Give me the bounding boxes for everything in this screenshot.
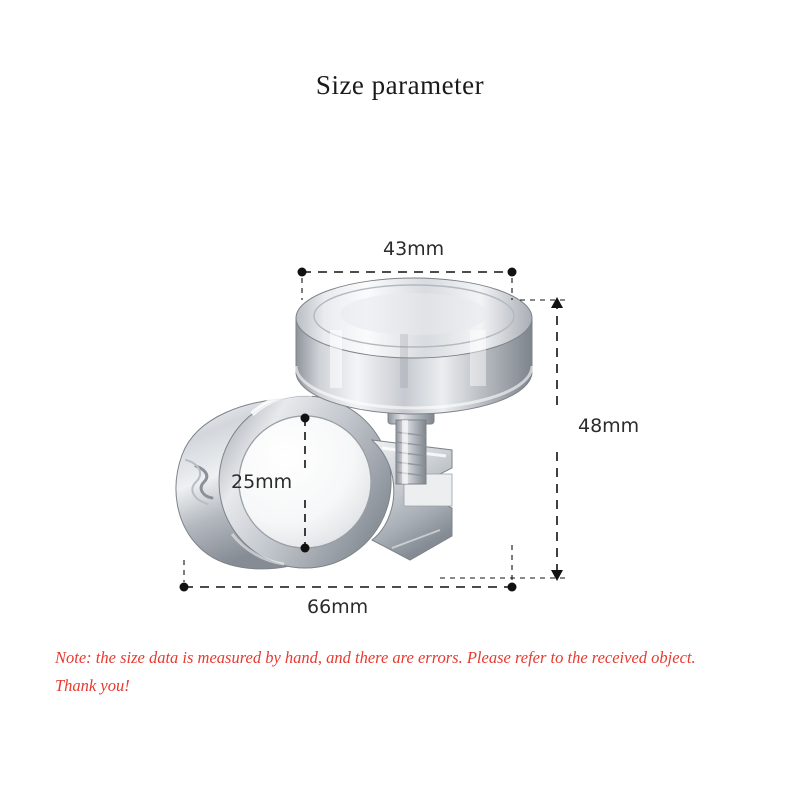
page-title: Size parameter [315, 70, 485, 100]
dimension-label-height: 48mm [578, 415, 640, 437]
dimension-label-bore: 25mm [231, 471, 293, 493]
dimension-label-width-base: 66mm [307, 596, 369, 618]
disclaimer-note [55, 644, 765, 700]
note-line-1: Note: the size data is measured by hand, and there are errors. Please refer to the received object. [55, 648, 696, 667]
product-cap [296, 278, 532, 414]
dimension-label-width-top: 43mm [383, 238, 445, 260]
note-line-2: Thank you! [55, 676, 130, 695]
